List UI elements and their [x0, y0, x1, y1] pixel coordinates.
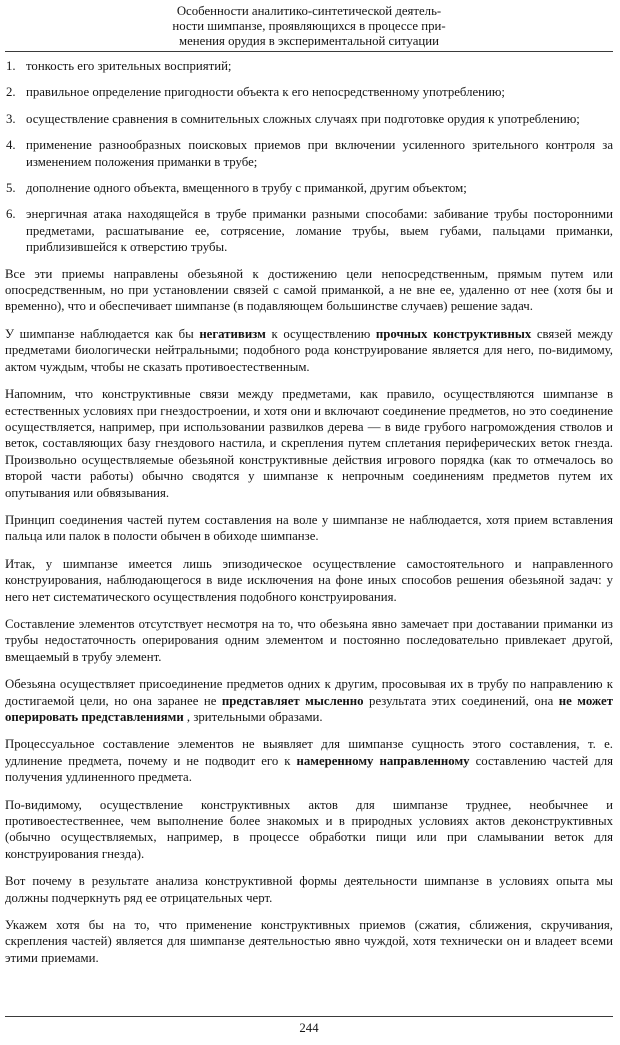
list-item	[5, 111, 613, 127]
text-segment: составлению частей для получения удлиненного предмета.	[5, 753, 614, 785]
list-item-text: правильное определение пригодности объекта к его непосредственному употреблению;	[26, 85, 505, 100]
list-item	[5, 180, 613, 196]
footer-divider	[5, 1016, 613, 1017]
paragraph	[5, 797, 613, 863]
paragraph	[5, 736, 613, 785]
list-item-number: 5.	[6, 181, 16, 196]
text-segment: Вот почему в результате анализа конструктивной формы деятельности шимпанзе в условиях опыта мы должны подчеркнуть ряд ее отрицательных черт.	[5, 874, 613, 905]
list-item-number: 3.	[6, 111, 16, 126]
paragraph	[5, 556, 613, 605]
list-item-text: осуществление сравнения в сомнительных сложных случаях при подготовке орудия к употреблению;	[26, 111, 580, 126]
page-number: 244	[299, 1020, 319, 1035]
paragraph	[5, 266, 613, 315]
bold-text-segment: намеренному направленному	[296, 753, 470, 768]
bold-text-segment: не может оперировать представлениями	[5, 693, 613, 724]
title-line: ности шимпанзе, проявляющихся в процессе при-	[172, 19, 446, 33]
list-item-number: 1.	[6, 59, 16, 73]
title-line: Особенности аналитико-синтетической деятель-	[176, 4, 442, 18]
paragraph	[5, 917, 613, 966]
list-item-text: применение разнообразных поисковых приемов при включении усиленного зрительного контроля за изменением положения приманки в трубе;	[26, 138, 613, 169]
paragraph	[5, 326, 613, 375]
text-segment: Итак, у шимпанзе имеется лишь эпизодическое осуществление самостоятельного и направленного конструирования, наблюдающегося в виде исключения на фоне иных способов решения обезьяной задач: у него нет систематического осуществления подобного конструирования.	[5, 556, 613, 604]
bold-text-segment: представляет мысленно	[221, 693, 364, 708]
list-item	[5, 206, 613, 255]
bold-text-segment: негативизм	[199, 326, 266, 341]
text-segment: Все эти приемы направлены обезьяной к достижению цели непосредственным, прямым путем или опосредственным, но при установлении связей с самой приманкой, а не вне ее, удаленно от нее (хотя бы и временно), что и обеспечивает шимпанзе (в подавляющем большинстве случаев) решение задач.	[5, 266, 613, 314]
list-item	[5, 84, 613, 100]
list-item	[5, 58, 613, 74]
text-segment: к осуществлению	[265, 326, 376, 341]
title-divider	[5, 51, 613, 52]
text-segment: Напомним, что конструктивные связи между предметами, как правило, осуществляются шимпанзе в естественных условиях при гнездостроении, и хотя они и включают соединение предметов, но это соединение осуществляется, например, при использовании развилков дерева — в виде грубого нагромождения стволов и веток, составляющих базу гнездового настила, и скрепления путем сплетания периферических веток гнезда. Произвольно осуществляемые обезьяной конструктивные действия игрового порядка (как то отмечалось во второй части работы) обычно сводятся у шимпанзе к непрочным соединениям предметов путем их опутывания или обвязывания.	[5, 387, 613, 500]
title-line: менения орудия в экспериментальной ситуации	[179, 34, 439, 48]
text-segment: , зрительными образами.	[183, 710, 323, 724]
list-item	[5, 137, 613, 170]
text-segment: результата этих соединений, она	[363, 693, 559, 708]
list-item-number: 2.	[6, 85, 16, 100]
text-segment: У шимпанзе наблюдается как бы	[5, 326, 200, 341]
text-segment: По-видимому, осуществление конструктивных актов для шимпанзе труднее, необычнее и противоестественнее, чем выполнение более знакомых и в природных условиях актов деконструктивных (обычно осуществляемых, например, в процессе обработки пищи или при сламывании веток для конструирования гнезда).	[5, 797, 613, 861]
paragraph	[5, 386, 613, 501]
text-segment: связей между предметами биологически нейтральными; подобного рода конструирование является для него, по-видимому, актом чуждым, чтобы не сказать противоестественным.	[5, 326, 614, 374]
list-item-text: дополнение одного объекта, вмещенного в трубу с приманкой, другим объектом;	[26, 181, 467, 196]
paragraph	[5, 676, 613, 725]
page-footer	[5, 1016, 613, 1036]
text-segment: Процессуальное составление элементов не выявляет для шимпанзе сущность этого составления, т. е. удлинение предмета, почему и не подводит его к	[5, 737, 613, 768]
numbered-list	[5, 58, 613, 256]
text-segment: Укажем хотя бы на то, что применение конструктивных приемов (сжатия, сближения, скручивания, скрепления частей) является для шимпанзе деятельностью явно чуждой, хотя технически он и владеет всеми этими приемами.	[5, 918, 613, 965]
paragraph	[5, 616, 613, 665]
bold-text-segment: прочных конструктивных	[375, 326, 532, 341]
text-segment: Принцип соединения частей путем составления на воле у шимпанзе не наблюдается, хотя прием вставления пальца или палок в полости обычен в обиходе шимпанзе.	[5, 512, 613, 544]
text-segment: Составление элементов отсутствует несмотря на то, что обезьяна явно замечает при доставании приманки из трубы недостаточность оперирования одним элементом и постоянно последовательно привлекает другой, вмещаемый в трубу элемент.	[5, 616, 613, 664]
list-item-number: 4.	[6, 138, 16, 153]
list-item-text: тонкость его зрительных восприятий;	[26, 59, 232, 73]
text-segment: Обезьяна осуществляет присоединение предметов одних к другим, просовывая их в трубу по направлению к достигаемой цели, но она заранее не	[5, 677, 613, 708]
paragraph	[5, 512, 613, 545]
body-paragraphs	[5, 266, 613, 967]
paragraph	[5, 873, 613, 906]
page-title	[5, 4, 613, 49]
list-item-text: энергичная атака находящейся в трубе приманки разными способами: забивание трубы посторонними предметами, расшатывание ее, сотрясение, ломание трубы, выем губами, пальцами приманки, приблизившейся к отверстию трубы.	[26, 207, 613, 255]
list-item-number: 6.	[6, 207, 16, 222]
